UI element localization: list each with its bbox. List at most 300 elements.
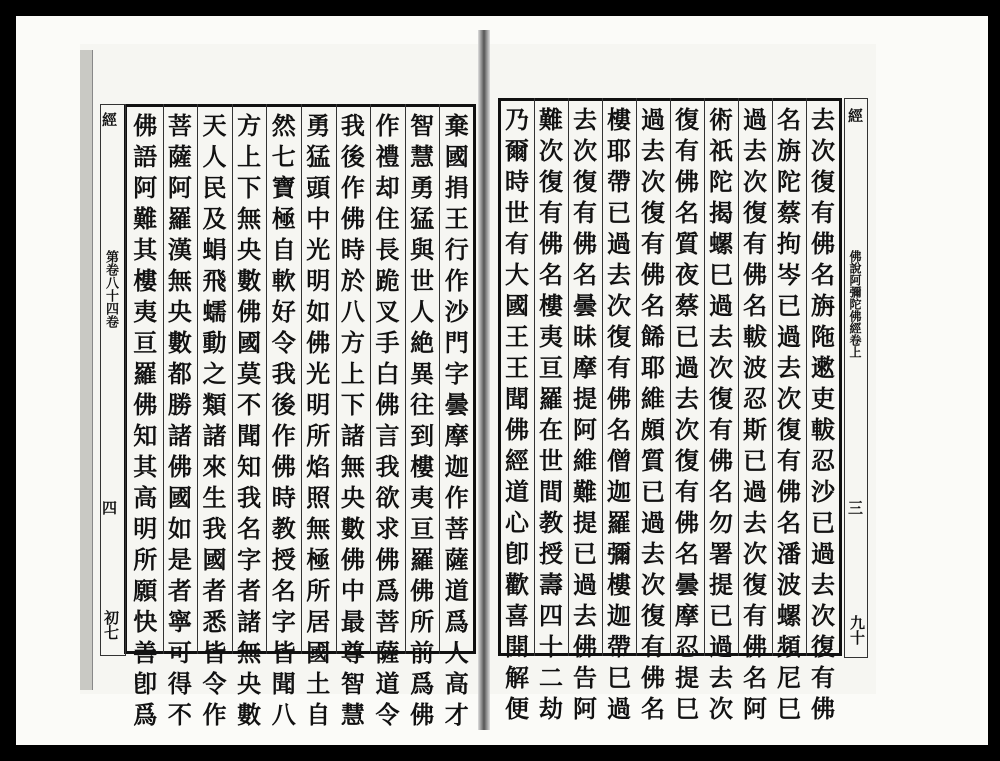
- text-column: [439, 110, 474, 730]
- glyph: 去: [641, 136, 665, 165]
- glyph: 慧: [340, 700, 365, 729]
- page-edge: [80, 50, 93, 690]
- glyph: 作: [444, 266, 469, 295]
- glyph: 棄: [444, 111, 469, 140]
- text-column: [197, 110, 232, 730]
- glyph: 佛: [133, 390, 158, 419]
- glyph: 旃: [777, 136, 801, 165]
- glyph: 亘: [133, 328, 158, 357]
- glyph: 復: [811, 632, 835, 661]
- column-rule: [772, 98, 773, 656]
- glyph: 夜: [675, 260, 699, 289]
- glyph: 摩: [573, 353, 597, 382]
- glyph: 王: [444, 204, 469, 233]
- glyph: 佛: [375, 545, 400, 574]
- glyph: 有: [811, 198, 835, 227]
- glyph: 去: [573, 105, 597, 134]
- right-margin-title: [848, 250, 862, 358]
- glyph: 樓: [539, 291, 563, 320]
- glyph: 二: [539, 663, 563, 692]
- glyph: 慧: [410, 142, 435, 171]
- glyph: 絶: [410, 328, 435, 357]
- glyph: 教: [271, 514, 296, 543]
- glyph: 去: [573, 601, 597, 630]
- glyph: 爲: [410, 669, 435, 698]
- text-column: [370, 110, 405, 730]
- glyph: 知: [133, 421, 158, 450]
- glyph: 提: [675, 663, 699, 692]
- glyph: 才: [444, 700, 469, 729]
- glyph: 與: [410, 235, 435, 264]
- glyph: 得: [167, 669, 192, 698]
- glyph: 自: [271, 235, 296, 264]
- column-rule: [568, 98, 569, 656]
- glyph: 諸: [237, 607, 262, 636]
- glyph: 阿: [573, 415, 597, 444]
- glyph: 斯: [743, 415, 767, 444]
- glyph: 夷: [133, 297, 158, 326]
- glyph: 到: [410, 421, 435, 450]
- glyph: 數: [340, 514, 365, 543]
- glyph: 爲: [375, 576, 400, 605]
- text-column: [163, 110, 198, 730]
- glyph: 其: [133, 452, 158, 481]
- glyph: 方: [237, 111, 262, 140]
- glyph: 作: [444, 483, 469, 512]
- glyph: 蜎: [202, 235, 227, 264]
- glyph: 過: [743, 477, 767, 506]
- glyph: 名: [539, 260, 563, 289]
- glyph: 焰: [306, 452, 331, 481]
- glyph: 最: [340, 607, 365, 636]
- glyph: 次: [777, 384, 801, 413]
- glyph: 次: [743, 167, 767, 196]
- glyph: 巳: [709, 260, 733, 289]
- glyph: 猛: [410, 204, 435, 233]
- column-rule: [738, 98, 739, 656]
- glyph: 中: [306, 204, 331, 233]
- glyph: 次: [539, 136, 563, 165]
- glyph: 祇: [709, 136, 733, 165]
- glyph: 數: [237, 266, 262, 295]
- glyph: 然: [271, 111, 296, 140]
- column-rule: [232, 104, 233, 654]
- glyph: 住: [375, 204, 400, 233]
- glyph: 已: [641, 477, 665, 506]
- glyph: 喜: [505, 601, 529, 630]
- glyph: 復: [641, 601, 665, 630]
- glyph: 爲: [133, 700, 158, 729]
- left-margin-title: [102, 250, 118, 328]
- glyph: 者: [167, 576, 192, 605]
- glyph: 明: [306, 266, 331, 295]
- glyph: 復: [641, 198, 665, 227]
- glyph: 亘: [539, 353, 563, 382]
- glyph: 授: [539, 539, 563, 568]
- glyph: 國: [306, 638, 331, 667]
- glyph: 皆: [202, 638, 227, 667]
- glyph: 過: [709, 632, 733, 661]
- column-rule: [301, 104, 302, 654]
- glyph: 門: [444, 328, 469, 357]
- glyph: 吏: [811, 384, 835, 413]
- glyph: 道: [505, 477, 529, 506]
- glyph: 羅: [167, 204, 192, 233]
- glyph: 跪: [375, 266, 400, 295]
- glyph: 名: [607, 415, 631, 444]
- glyph: 次: [709, 353, 733, 382]
- glyph: 佛: [811, 229, 835, 258]
- glyph: 佛: [375, 390, 400, 419]
- margin-char: 初七: [102, 610, 120, 640]
- glyph: 間: [539, 477, 563, 506]
- glyph: 去: [709, 663, 733, 692]
- glyph: 軷: [811, 415, 835, 444]
- glyph: 遬: [811, 353, 835, 382]
- glyph: 不: [237, 390, 262, 419]
- glyph: 有: [573, 198, 597, 227]
- glyph: 國: [167, 483, 192, 512]
- glyph: 彌: [607, 539, 631, 568]
- glyph: 寶: [271, 173, 296, 202]
- glyph: 居: [306, 607, 331, 636]
- glyph: 知: [237, 452, 262, 481]
- glyph: 去: [675, 384, 699, 413]
- left-margin-folio: [102, 500, 117, 517]
- glyph: 央: [340, 483, 365, 512]
- glyph: 聞: [271, 669, 296, 698]
- margin-char: 九十: [848, 615, 866, 645]
- glyph: 時: [340, 235, 365, 264]
- glyph: 在: [539, 415, 563, 444]
- glyph: 諸: [202, 421, 227, 450]
- glyph: 好: [271, 297, 296, 326]
- glyph: 巳: [675, 694, 699, 723]
- glyph: 曇: [573, 291, 597, 320]
- glyph: 乃: [505, 105, 529, 134]
- glyph: 樓: [607, 570, 631, 599]
- right-margin-text: [848, 108, 863, 125]
- glyph: 佛: [340, 545, 365, 574]
- glyph: 佛: [811, 694, 835, 723]
- column-rule: [197, 104, 198, 654]
- glyph: 難: [573, 477, 597, 506]
- glyph: 明: [133, 514, 158, 543]
- glyph: 如: [306, 297, 331, 326]
- glyph: 名: [777, 508, 801, 537]
- glyph: 過: [641, 105, 665, 134]
- glyph: 佛: [777, 477, 801, 506]
- glyph: 名: [811, 260, 835, 289]
- glyph: 復: [777, 415, 801, 444]
- glyph: 羅: [539, 384, 563, 413]
- text-column: [772, 104, 806, 724]
- glyph: 次: [811, 136, 835, 165]
- glyph: 八: [271, 700, 296, 729]
- glyph: 人: [410, 297, 435, 326]
- glyph: 不: [167, 700, 192, 729]
- glyph: 我: [237, 483, 262, 512]
- glyph: 勝: [167, 390, 192, 419]
- glyph: 署: [709, 539, 733, 568]
- text-column: [534, 104, 568, 724]
- glyph: 後: [271, 390, 296, 419]
- glyph: 提: [573, 508, 597, 537]
- glyph: 餙: [641, 322, 665, 351]
- glyph: 七: [271, 142, 296, 171]
- glyph: 已: [777, 291, 801, 320]
- glyph: 佛: [573, 229, 597, 258]
- glyph: 蔡: [675, 291, 699, 320]
- glyph: 帶: [607, 167, 631, 196]
- glyph: 亘: [410, 514, 435, 543]
- glyph: 術: [709, 105, 733, 134]
- glyph: 我: [202, 514, 227, 543]
- glyph: 佛: [410, 700, 435, 729]
- glyph: 國: [444, 142, 469, 171]
- glyph: 維: [641, 384, 665, 413]
- glyph: 佛: [709, 446, 733, 475]
- glyph: 阿: [133, 173, 158, 202]
- glyph: 央: [167, 297, 192, 326]
- glyph: 我: [375, 452, 400, 481]
- glyph: 佛: [675, 508, 699, 537]
- glyph: 時: [271, 483, 296, 512]
- glyph: 帶: [607, 632, 631, 661]
- glyph: 夷: [539, 322, 563, 351]
- glyph: 之: [202, 359, 227, 388]
- glyph: 夷: [410, 483, 435, 512]
- glyph: 難: [133, 204, 158, 233]
- glyph: 令: [375, 700, 400, 729]
- column-rule: [602, 98, 603, 656]
- glyph: 波: [777, 570, 801, 599]
- glyph: 卽: [133, 669, 158, 698]
- column-rule: [439, 104, 440, 654]
- glyph: 阿: [743, 694, 767, 723]
- margin-char: 經: [848, 107, 864, 125]
- glyph: 名: [641, 291, 665, 320]
- glyph: 聞: [505, 384, 529, 413]
- glyph: 曇: [675, 570, 699, 599]
- glyph: 令: [271, 328, 296, 357]
- glyph: 歡: [505, 570, 529, 599]
- glyph: 蔡: [777, 198, 801, 227]
- text-column: [301, 110, 336, 730]
- glyph: 揭: [709, 198, 733, 227]
- glyph: 自: [306, 700, 331, 729]
- glyph: 復: [675, 446, 699, 475]
- glyph: 下: [340, 390, 365, 419]
- glyph: 軟: [271, 266, 296, 295]
- glyph: 佛: [271, 452, 296, 481]
- glyph: 復: [743, 198, 767, 227]
- left-margin-page: [102, 610, 119, 640]
- glyph: 劫: [539, 694, 563, 723]
- glyph: 於: [340, 266, 365, 295]
- text-column: [704, 104, 738, 724]
- glyph: 過: [675, 353, 699, 382]
- glyph: 有: [607, 353, 631, 382]
- glyph: 智: [410, 111, 435, 140]
- left-margin-box: [100, 104, 126, 656]
- glyph: 禮: [375, 142, 400, 171]
- glyph: 人: [202, 142, 227, 171]
- glyph: 名: [709, 477, 733, 506]
- glyph: 名: [573, 260, 597, 289]
- glyph: 名: [675, 539, 699, 568]
- glyph: 我: [340, 111, 365, 140]
- glyph: 捐: [444, 173, 469, 202]
- glyph: 過: [743, 105, 767, 134]
- glyph: 有: [675, 477, 699, 506]
- glyph: 過: [709, 291, 733, 320]
- glyph: 其: [133, 235, 158, 264]
- glyph: 陁: [811, 322, 835, 351]
- glyph: 十: [539, 632, 563, 661]
- glyph: 已: [607, 198, 631, 227]
- glyph: 蠕: [202, 297, 227, 326]
- left-margin-text: [102, 112, 117, 129]
- glyph: 佛: [573, 632, 597, 661]
- glyph: 菩: [444, 514, 469, 543]
- glyph: 世: [539, 446, 563, 475]
- glyph: 去: [743, 136, 767, 165]
- glyph: 所: [306, 576, 331, 605]
- glyph: 復: [743, 570, 767, 599]
- glyph: 令: [202, 669, 227, 698]
- glyph: 卽: [505, 539, 529, 568]
- glyph: 去: [777, 353, 801, 382]
- glyph: 阿: [573, 694, 597, 723]
- glyph: 次: [641, 570, 665, 599]
- glyph: 佛: [743, 260, 767, 289]
- glyph: 來: [202, 452, 227, 481]
- glyph: 教: [539, 508, 563, 537]
- glyph: 如: [167, 514, 192, 543]
- glyph: 極: [271, 204, 296, 233]
- glyph: 陀: [777, 167, 801, 196]
- glyph: 已: [811, 508, 835, 537]
- glyph: 沙: [811, 477, 835, 506]
- text-column: [636, 104, 670, 724]
- glyph: 欲: [375, 483, 400, 512]
- glyph: 經: [505, 446, 529, 475]
- glyph: 便: [505, 694, 529, 723]
- text-column: [602, 104, 636, 724]
- glyph: 去: [811, 570, 835, 599]
- glyph: 智: [340, 669, 365, 698]
- glyph: 有: [709, 415, 733, 444]
- glyph: 土: [306, 669, 331, 698]
- glyph: 佛: [641, 663, 665, 692]
- glyph: 都: [167, 359, 192, 388]
- column-rule: [370, 104, 371, 654]
- glyph: 過: [811, 539, 835, 568]
- text-column: [568, 104, 602, 724]
- glyph: 過: [573, 570, 597, 599]
- glyph: 次: [811, 601, 835, 630]
- glyph: 佛: [306, 328, 331, 357]
- glyph: 尊: [340, 638, 365, 667]
- glyph: 爾: [505, 136, 529, 165]
- glyph: 波: [743, 353, 767, 382]
- glyph: 沙: [444, 297, 469, 326]
- glyph: 過: [607, 229, 631, 258]
- column-rule: [163, 104, 164, 654]
- glyph: 陀: [709, 167, 733, 196]
- glyph: 諸: [340, 421, 365, 450]
- glyph: 可: [167, 638, 192, 667]
- glyph: 羅: [607, 508, 631, 537]
- glyph: 復: [709, 384, 733, 413]
- glyph: 迦: [444, 452, 469, 481]
- glyph: 者: [237, 576, 262, 605]
- glyph: 聞: [237, 421, 262, 450]
- glyph: 心: [505, 508, 529, 537]
- glyph: 後: [340, 142, 365, 171]
- glyph: 岑: [777, 260, 801, 289]
- glyph: 下: [237, 173, 262, 202]
- glyph: 央: [237, 669, 262, 698]
- glyph: 世: [505, 198, 529, 227]
- glyph: 作: [340, 173, 365, 202]
- column-rule: [266, 104, 267, 654]
- glyph: 佛: [237, 297, 262, 326]
- glyph: 過: [641, 508, 665, 537]
- glyph: 提: [573, 384, 597, 413]
- glyph: 有: [641, 229, 665, 258]
- glyph: 有: [811, 663, 835, 692]
- text-column: [500, 104, 534, 724]
- glyph: 生: [202, 483, 227, 512]
- glyph: 復: [573, 167, 597, 196]
- glyph: 勿: [709, 508, 733, 537]
- glyph: 復: [811, 167, 835, 196]
- glyph: 頻: [777, 632, 801, 661]
- text-column: [670, 104, 704, 724]
- glyph: 菩: [167, 111, 192, 140]
- glyph: 佛: [539, 229, 563, 258]
- glyph: 有: [777, 446, 801, 475]
- glyph: 央: [237, 235, 262, 264]
- glyph: 莫: [237, 359, 262, 388]
- glyph: 名: [641, 694, 665, 723]
- glyph: 難: [539, 105, 563, 134]
- glyph: 語: [133, 142, 158, 171]
- glyph: 摩: [675, 601, 699, 630]
- glyph: 耶: [607, 136, 631, 165]
- glyph: 世: [410, 266, 435, 295]
- glyph: 告: [573, 663, 597, 692]
- glyph: 動: [202, 328, 227, 357]
- glyph: 天: [202, 111, 227, 140]
- glyph: 長: [375, 235, 400, 264]
- glyph: 光: [306, 359, 331, 388]
- glyph: 曇: [444, 390, 469, 419]
- glyph: 所: [410, 607, 435, 636]
- text-column: [266, 110, 301, 730]
- glyph: 却: [375, 173, 400, 202]
- glyph: 阿: [167, 173, 192, 202]
- glyph: 耶: [641, 353, 665, 382]
- glyph: 復: [675, 105, 699, 134]
- glyph: 摩: [444, 421, 469, 450]
- glyph: 善: [133, 638, 158, 667]
- glyph: 我: [271, 359, 296, 388]
- glyph: 昧: [573, 322, 597, 351]
- glyph: 尼: [777, 663, 801, 692]
